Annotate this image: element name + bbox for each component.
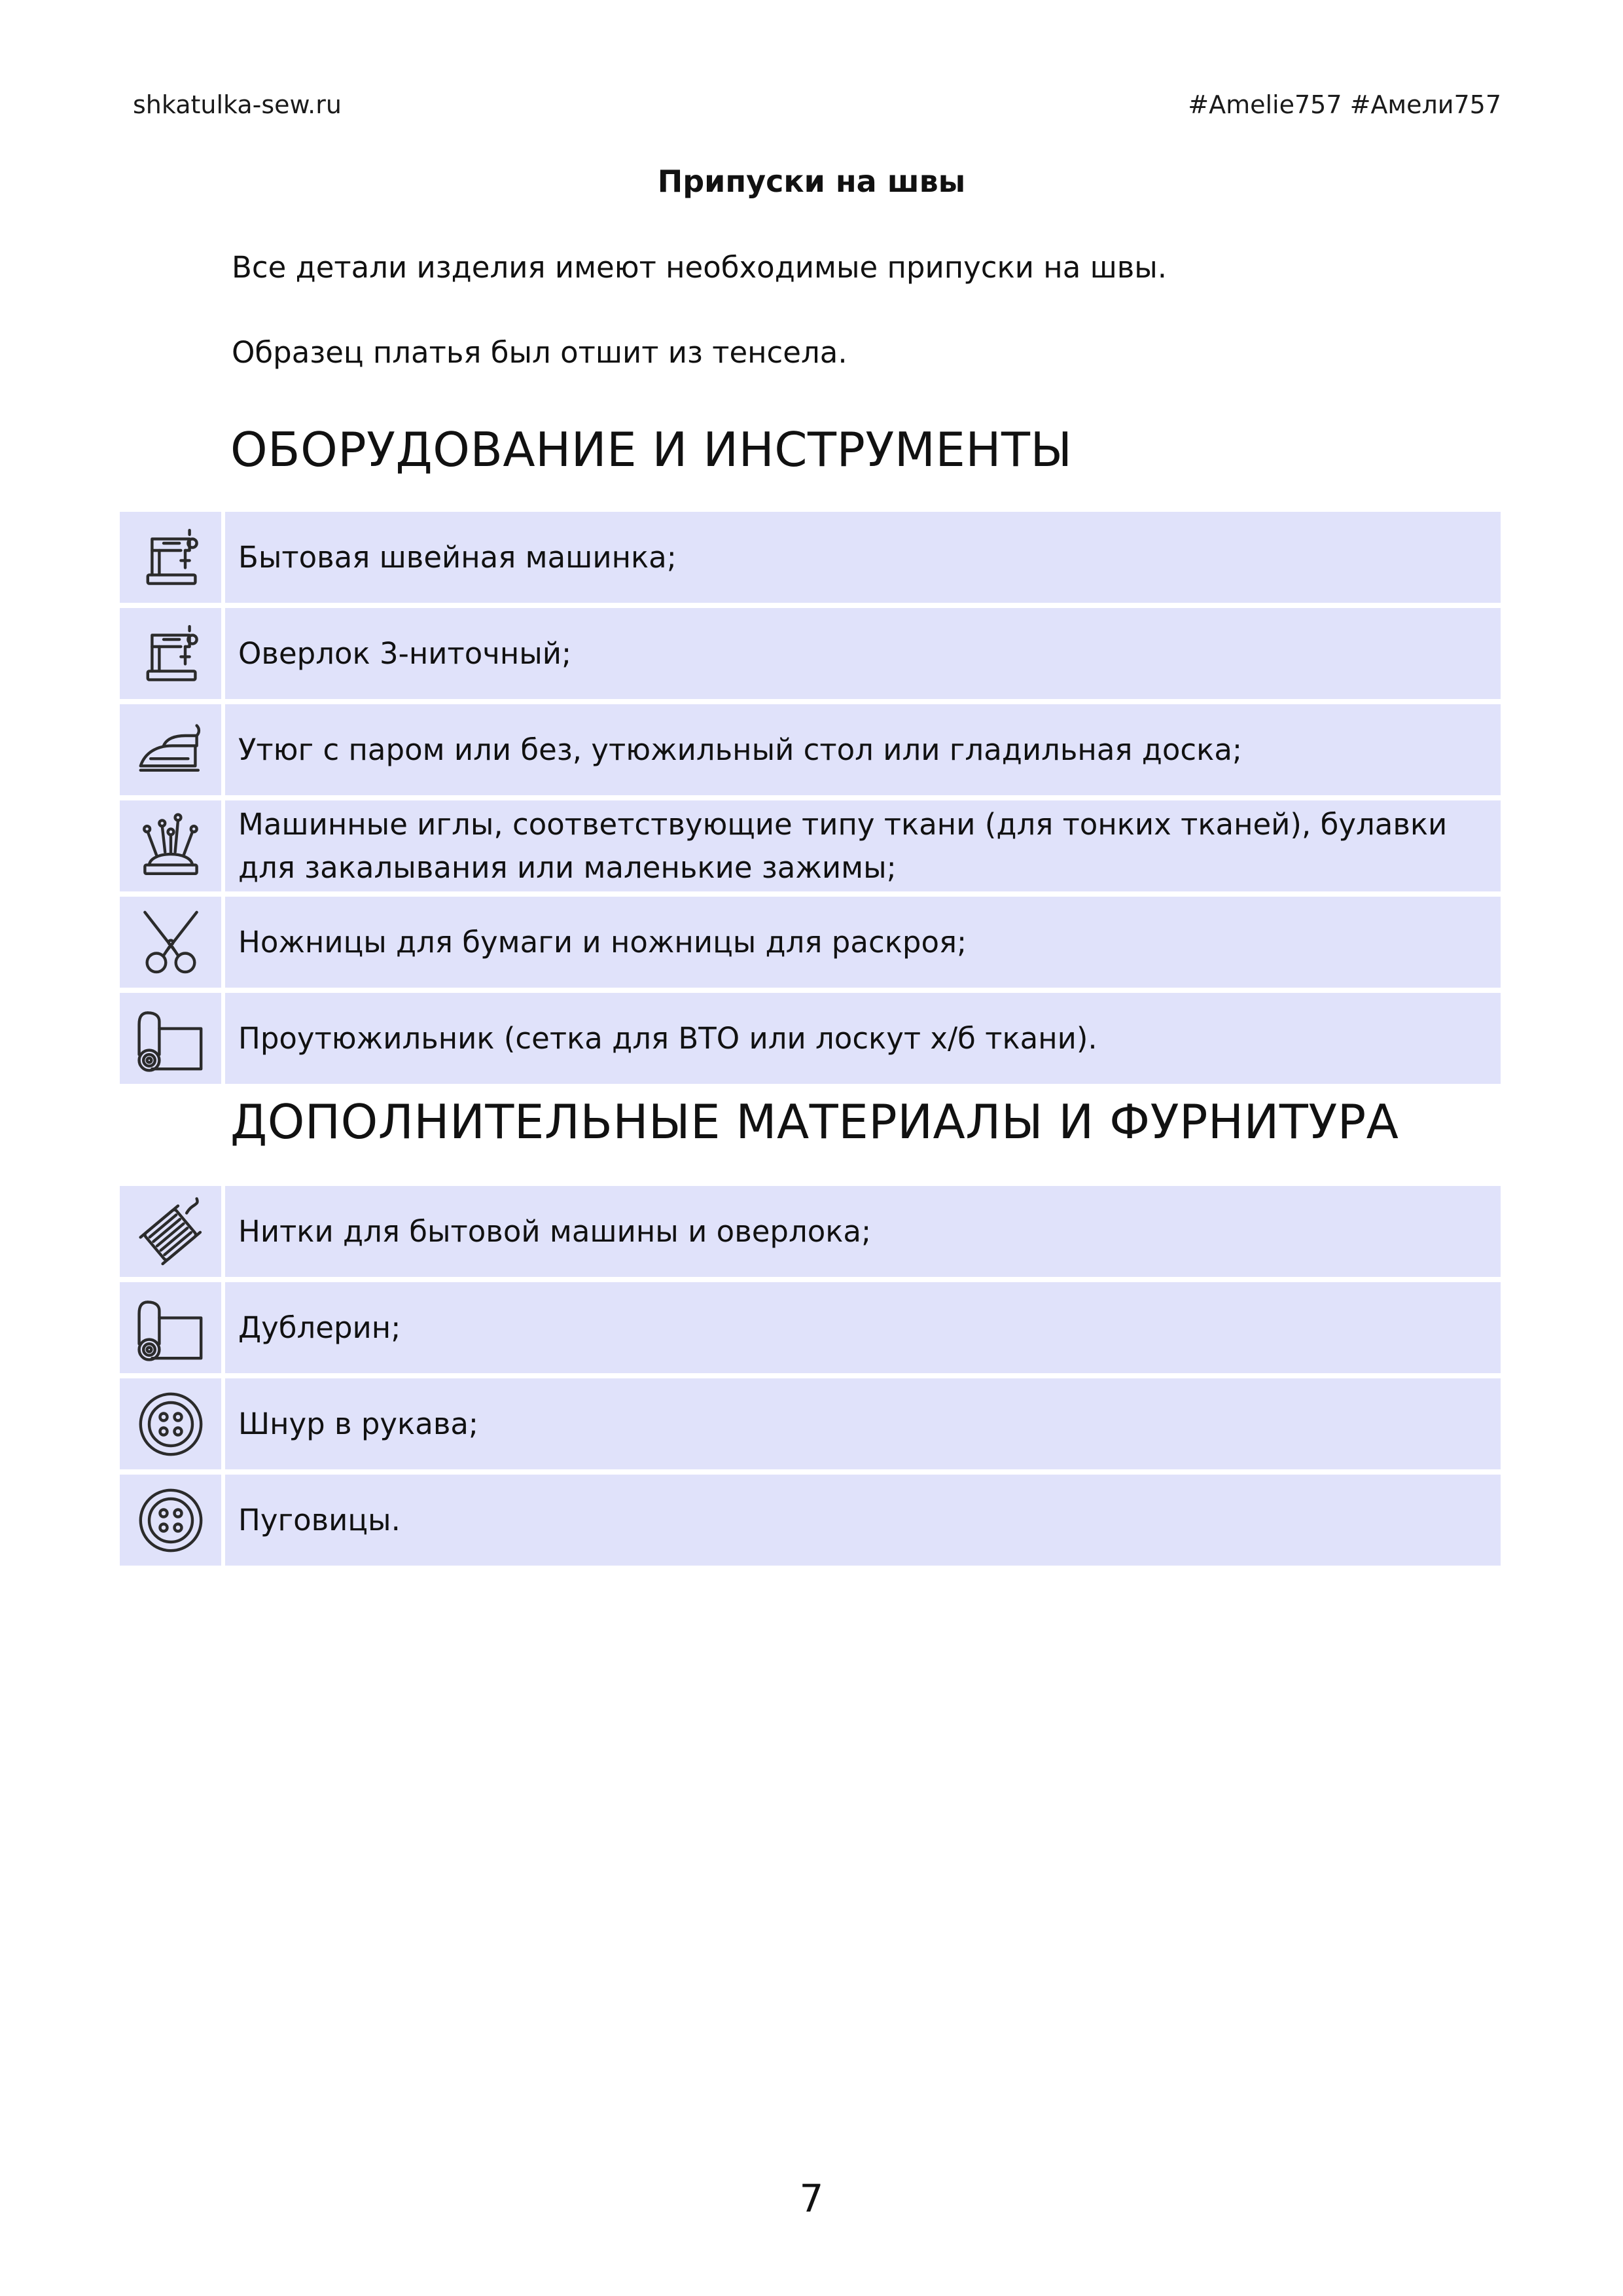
pincushion-icon	[120, 800, 221, 891]
page-number: 7	[799, 2176, 824, 2221]
table-row	[120, 897, 1501, 988]
table-row	[120, 704, 1501, 795]
iron-icon	[120, 704, 221, 795]
materials-table	[120, 1186, 1501, 1571]
equipment-table	[120, 512, 1501, 1089]
list-item: Ножницы для бумаги и ножницы для раскроя;	[225, 897, 1501, 988]
fabric-roll-icon	[120, 1282, 221, 1373]
table-row	[120, 1475, 1501, 1566]
table-row	[120, 1378, 1501, 1469]
list-item: Пуговицы.	[225, 1475, 1501, 1566]
list-item: Проутюжильник (сетка для ВТО или лоскут х/б ткани).	[225, 993, 1501, 1084]
table-row	[120, 1186, 1501, 1277]
list-item: Утюг с паром или без, утюжильный стол или гладильная доска;	[225, 704, 1501, 795]
sewing-machine-icon	[120, 512, 221, 603]
fabric-roll-icon	[120, 993, 221, 1084]
list-item: Шнур в рукава;	[225, 1378, 1501, 1469]
table-row	[120, 800, 1501, 891]
table-row	[120, 993, 1501, 1084]
materials-heading: ДОПОЛНИТЕЛЬНЫЕ МАТЕРИАЛЫ И ФУРНИТУРА	[230, 1094, 1399, 1149]
table-row	[120, 608, 1501, 699]
scissors-icon	[120, 897, 221, 988]
button-icon	[120, 1378, 221, 1469]
button-icon	[120, 1475, 221, 1566]
thread-spool-icon	[120, 1186, 221, 1277]
table-row	[120, 512, 1501, 603]
list-item: Оверлок 3-ниточный;	[225, 608, 1501, 699]
paragraph-fabric: Образец платья был отшит из тенсела.	[232, 335, 847, 370]
header-tags: #Amelie757 #Амели757	[1188, 90, 1501, 119]
list-item: Нитки для бытовой машины и оверлока;	[225, 1186, 1501, 1277]
equipment-heading: ОБОРУДОВАНИЕ И ИНСТРУМЕНТЫ	[230, 422, 1073, 477]
list-item: Машинные иглы, соответствующие типу ткани (для тонких тканей), булавки для закалывания или маленькие зажимы;	[225, 800, 1501, 891]
paragraph-seam-allowance: Все детали изделия имеют необходимые припуски на швы.	[232, 250, 1168, 285]
list-item: Дублерин;	[225, 1282, 1501, 1373]
header-site: shkatulka-sew.ru	[133, 90, 342, 119]
section-title: Припуски на швы	[657, 164, 966, 199]
sewing-machine-icon	[120, 608, 221, 699]
table-row	[120, 1282, 1501, 1373]
list-item: Бытовая швейная машинка;	[225, 512, 1501, 603]
